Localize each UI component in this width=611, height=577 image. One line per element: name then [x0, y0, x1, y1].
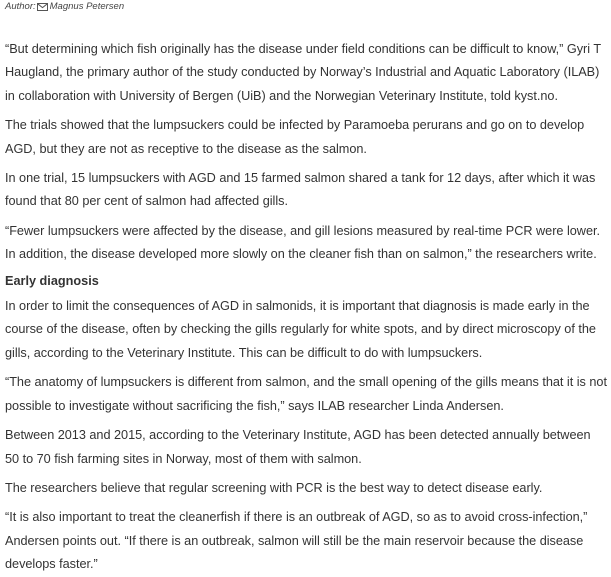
author-name[interactable]: Magnus Petersen: [49, 1, 125, 12]
section-heading: Early diagnosis: [5, 273, 99, 288]
paragraph: Between 2013 and 2015, according to the Veterinary Institute, AGD has been detected annually between 50 to 70 fish farming sites in Norway, most of them with salmon.: [5, 428, 591, 466]
envelope-icon[interactable]: [37, 3, 48, 11]
paragraph: “It is also important to treat the cleanerfish if there is an outbreak of AGD, so as to avoid cross-infection,” Andersen points out. “If there is an outbreak, salmon will still be the main reservoir because the disease develops faster.”: [5, 510, 588, 572]
paragraph: “The anatomy of lumpsuckers is different from salmon, and the small opening of the gills means that it is not possible to investigate without sacrificing the fish,” says ILAB researcher Linda Andersen.: [5, 375, 607, 413]
paragraph: In one trial, 15 lumpsuckers with AGD and 15 farmed salmon shared a tank for 12 days, after which it was found that 80 per cent of salmon had affected gills.: [5, 171, 596, 209]
article-body: [5, 38, 607, 577]
paragraph: The researchers believe that regular screening with PCR is the best way to detect disease early.: [5, 480, 543, 495]
author-label: Author:: [5, 1, 36, 12]
paragraph: The trials showed that the lumpsuckers could be infected by Paramoeba perurans and go on to develop AGD, but they are not as receptive to the disease as the salmon.: [5, 118, 585, 156]
paragraph: “But determining which fish originally has the disease under field conditions can be difficult to know,” Gyri T Haugland, the primary author of the study conducted by Norway’s Industrial and Aquatic Laboratory (ILAB) in collaboration with University of Bergen (UiB) and the Norwegian Veterinary Institute, told kyst.no.: [5, 42, 601, 103]
paragraph: In order to limit the consequences of AGD in salmonids, it is important that diagnosis is made early in the course of the disease, often by checking the gills regularly for white spots, and by direct microscopy of the gills, according to the Veterinary Institute. This can be difficult to do with lumpsuckers.: [5, 299, 596, 360]
author-byline: [5, 1, 124, 13]
paragraph: “Fewer lumpsuckers were affected by the disease, and gill lesions measured by real-time PCR were lower. In addition, the disease developed more slowly on the cleaner fish than on salmon,” the researchers write.: [5, 223, 600, 262]
